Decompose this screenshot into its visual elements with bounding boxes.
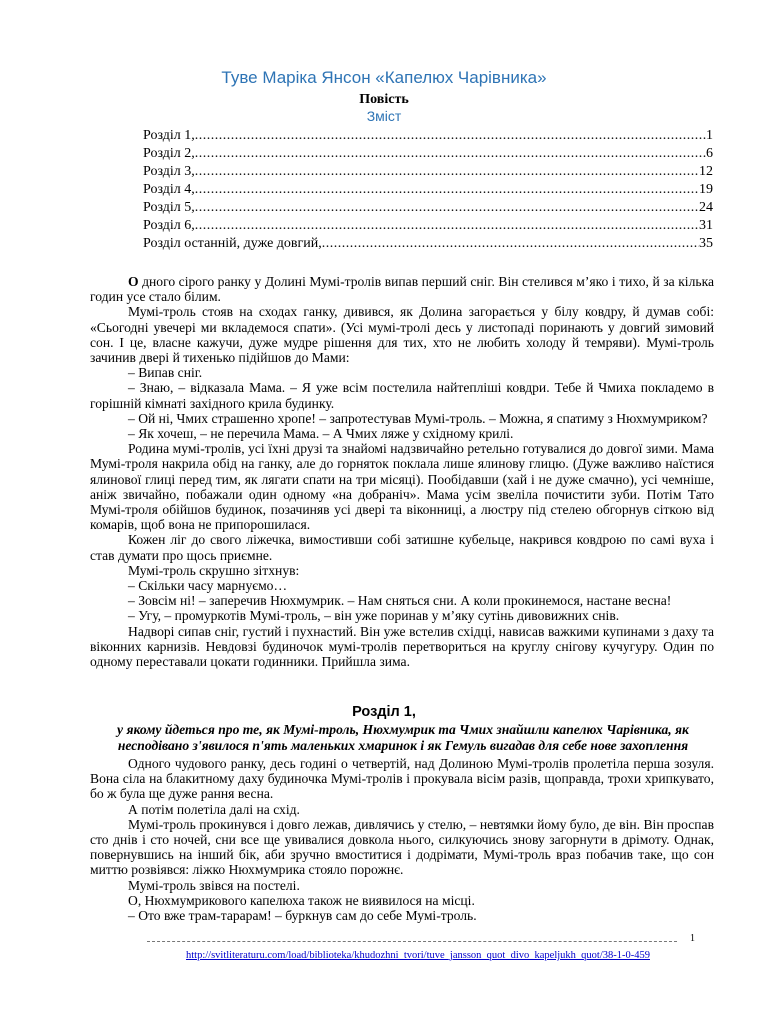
toc-leader-dots [195, 217, 699, 235]
toc-entry-label: Розділ 3, [143, 164, 195, 179]
toc-entry-page: 24 [699, 200, 713, 215]
chapter-subtitle: у якому йдеться про те, як Мумі-троль, Нюхмумрик та Чмих знайшли капелюх Чарівника, як несподівано з'явилося п'ять маленьких хмаринок і як Гемуль вигадав для себе нове захоплення [117, 722, 689, 753]
paragraph: – Як хочеш, – не перечила Мама. – А Чмих ляже у східному крилі. [128, 426, 514, 442]
toc-entry-label: Розділ 1, [143, 128, 195, 143]
toc-leader-dots [195, 127, 706, 145]
paragraph: – Скільки часу марнуємо… [128, 578, 288, 594]
paragraph: – Ой ні, Чмих страшенно хропе! – запротестував Мумі-троль. – Можна, я спатиму з Нюхмумриком? [128, 410, 708, 426]
toc-entry-page: 35 [699, 236, 713, 251]
toc-leader-dots [195, 181, 699, 199]
intro-text [90, 274, 714, 669]
toc-entry-label: Розділ 2, [143, 146, 195, 161]
toc-leader-dots [195, 145, 706, 163]
toc-entry-page: 31 [699, 218, 713, 233]
paragraph: Мумі-троль прокинувся і довго лежав, дивлячись у стелю, – невтямки йому було, де він. Він проспав сто днів і сто ночей, сни все ще увивалися довкола нього, силкуючись знову загорнути в дрімоту. Однак, повернувшись на інший бік, аби зручно вмоститися і додрімати, Мумі-троль враз побачив таке, що сон миттю розвіявся: ліжко Нюхмумрика стояло порожнє. [90, 816, 714, 878]
toc-entry[interactable] [143, 127, 713, 145]
paragraph: Мумі-троль звівся на постелі. [128, 877, 300, 893]
paragraph: Надворі сипав сніг, густий і пухнастий. Він уже встелив східці, нависав важкими купинами з даху та віконних карнизів. Невдовзі будиночок мумі-тролів перетвориться на круглу снігову кучугуру. Один по одному переставали цокати годинники. Прийшла зима. [90, 623, 714, 670]
source-link[interactable]: http://svitliteraturu.com/load/biblioteka/khudozhni_tvori/tuve_jansson_quot_divo_kapeljukh_quot/38-1-0-459 [186, 950, 650, 961]
footer-dashed-rule [147, 941, 677, 942]
toc-entry[interactable] [143, 217, 713, 235]
toc-heading: Зміст [366, 108, 402, 124]
chapter-text [90, 756, 714, 923]
toc-entry-label: Розділ 5, [143, 200, 195, 215]
paragraph: Мумі-троль скрушно зітхнув: [128, 562, 300, 578]
intro-first-text: дного сірого ранку у Долині Мумі-тролів випав перший сніг. Він стелився м’яко і тихо, й за кілька годин усе стало білим. [90, 274, 714, 305]
toc-entry[interactable] [143, 145, 713, 163]
paragraph: А потім полетіла далі на схід. [128, 801, 300, 817]
toc-leader-dots [195, 163, 699, 181]
toc-entry-label: Розділ останній, дуже довгий, [143, 236, 322, 251]
footer-divider [147, 936, 687, 946]
toc-entry[interactable] [143, 181, 713, 199]
paragraph: О, Нюхмумрикового капелюха також не виявилося на місці. [128, 892, 475, 908]
drop-cap: О [128, 274, 139, 289]
paragraph: – Угу, – промуркотів Мумі-троль, – він уже поринав у м’яку сутінь дивовижних снів. [128, 608, 620, 624]
toc-entry-page: 1 [706, 128, 713, 143]
paragraph: – Випав сніг. [128, 365, 203, 381]
toc-entry[interactable] [143, 199, 713, 217]
paragraph: Кожен ліг до свого ліжечка, вимостивши собі затишне кубельце, накрився ковдрою по самі вуха і став думати про щось приємне. [90, 532, 714, 563]
chapter-title: Розділ 1, [352, 704, 416, 720]
paragraph: Родина мумі-тролів, усі їхні друзі та знайомі надзвичайно ретельно готувалися до довгої зими. Мама Мумі-троля накрила обід на ганку, але до горняток поклала лише ялинову глицю. (Дуже важливо наїстися ялинової глиці перед тим, як лягати спати на три місяці). Пообідавши (хай і не дуже смачно), усі чемніше, аніж звичайно, побажали один одному «на добраніч». Мама усім звеліла почистити зуби. Потім Тато Мумі-троля обійшов будинок, позачиняв усі двері та віконниці, а люстру під стелею обгорнув сіткою від комарів, щоб вона не припорошилася. [90, 441, 714, 533]
paragraph: – Зовсім ні! – заперечив Нюхмумрик. – Нам сняться сни. А коли прокинемося, настане весна! [128, 593, 672, 609]
toc-entry[interactable] [143, 235, 713, 253]
paragraph: Одного чудового ранку, десь годині о четвертій, над Долиною Мумі-тролів пролетіла перша зозуля. Вона сіла на блакитному даху будиночка Мумі-тролів і прокувала вісім разів, щоправда, трохи хрипкувато, бо ж була ще дуже рання весна. [90, 756, 714, 802]
document-subtitle: Повість [359, 92, 409, 107]
toc-entry-page: 12 [699, 164, 713, 179]
toc-leader-dots [195, 199, 699, 217]
toc-leader-dots [322, 235, 699, 253]
paragraph: Мумі-троль стояв на сходах ганку, дивився, як Долина загорається у білу ковдру, й думав собі: «Сьогодні увечері ми вкладемося спати». (Усі мумі-тролі десь у листопаді поринають у довгий зимовий сон. І це, власне кажучи, дуже мудре рішення для тих, хто не любить холоду й темряви). Мумі-троль зачинив двері й тихенько підійшов до Мами: [90, 304, 714, 366]
paragraph: – Знаю, – відказала Мама. – Я уже всім постелила найтепліші ковдри. Тебе й Чмиха покладемо в горішній кімнаті західного крила будинку. [90, 380, 714, 411]
table-of-contents [143, 127, 713, 253]
footer-page-number: 1 [690, 933, 695, 944]
toc-entry-page: 6 [706, 146, 713, 161]
intro-first-paragraph [90, 274, 714, 304]
toc-entry-page: 19 [699, 182, 713, 197]
document-title: Туве Маріка Янсон «Капелюх Чарівника» [221, 68, 547, 87]
toc-entry[interactable] [143, 163, 713, 181]
toc-entry-label: Розділ 6, [143, 218, 195, 233]
paragraph: – Ото вже трам-тарарам! – буркнув сам до себе Мумі-троль. [128, 908, 477, 924]
toc-entry-label: Розділ 4, [143, 182, 195, 197]
